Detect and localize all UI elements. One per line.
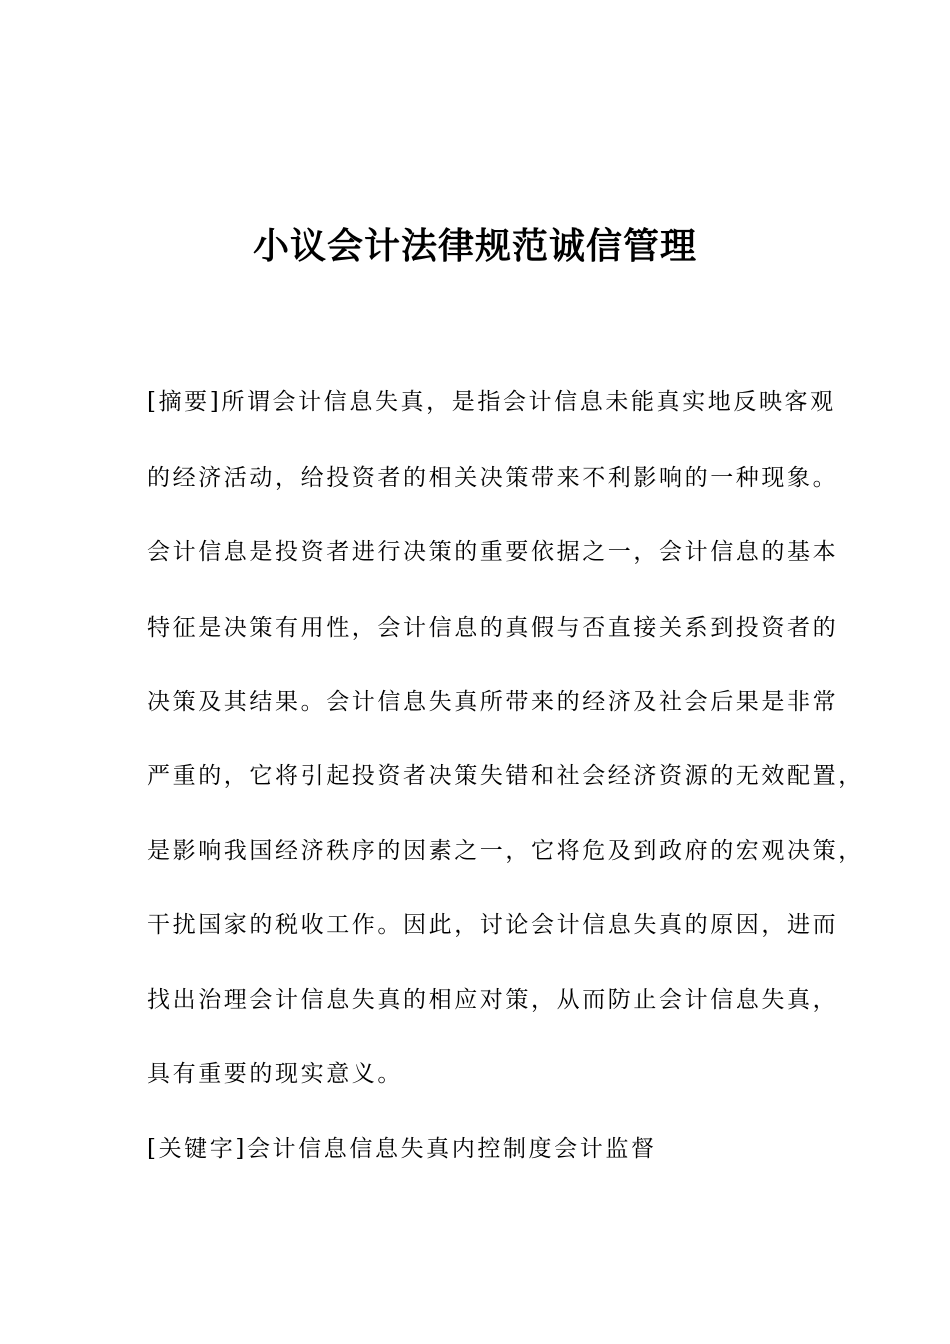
abstract-line-3: 会计信息是投资者进行决策的重要依据之一，会计信息的基本 xyxy=(147,539,839,565)
abstract-line-6: 严重的，它将引起投资者决策失错和社会经济资源的无效配置， xyxy=(147,763,864,789)
document-title: 小议会计法律规范诚信管理 xyxy=(252,226,697,267)
abstract-line-1: [摘要]所谓会计信息失真，是指会计信息未能真实地反映客观 xyxy=(147,389,836,415)
abstract-line-4: 特征是决策有用性，会计信息的真假与否直接关系到投资者的 xyxy=(147,615,839,641)
abstract-line-5: 决策及其结果。会计信息失真所带来的经济及社会后果是非常 xyxy=(147,689,839,715)
abstract-line-10: 具有重要的现实意义。 xyxy=(147,1061,403,1087)
abstract-line-7: 是影响我国经济秩序的因素之一，它将危及到政府的宏观决策， xyxy=(147,838,864,864)
abstract-line-9: 找出治理会计信息失真的相应对策，从而防止会计信息失真， xyxy=(147,987,839,1013)
abstract-line-2: 的经济活动，给投资者的相关决策带来不利影响的一种现象。 xyxy=(147,465,839,491)
keywords-line: [关键字]会计信息信息失真内控制度会计监督 xyxy=(147,1136,657,1162)
abstract-line-8: 干扰国家的税收工作。因此，讨论会计信息失真的原因，进而 xyxy=(147,912,839,938)
